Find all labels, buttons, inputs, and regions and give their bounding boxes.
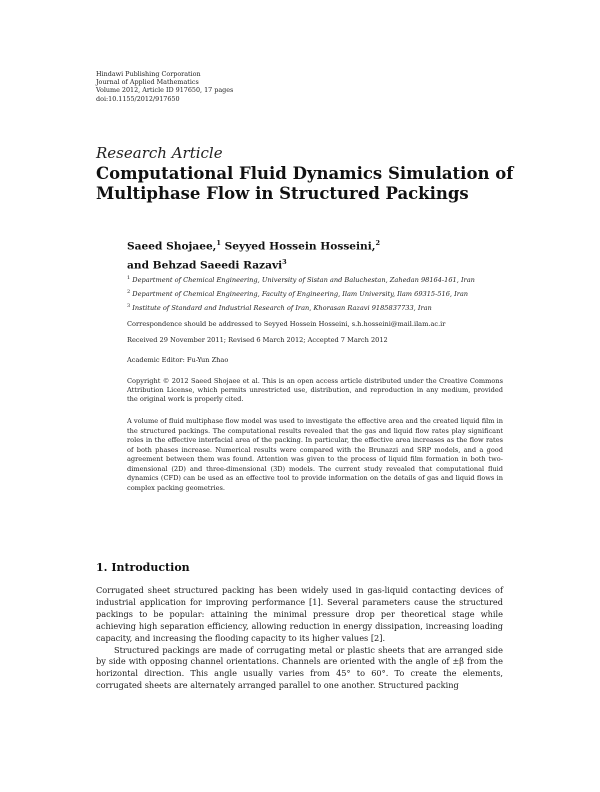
author-1: Saeed Shojaee, — [127, 240, 217, 253]
abstract: A volume of fluid multiphase flow model was used to investigate the effective area and the created liquid film in the structured packings. The computational results revealed that the gas and liquid flow rates play significant roles in the effective interfacial area of the packing. In particular, the effective area increases as the flow rates of both phases increase. Numerical results were compared with the Brunazzi and SRP models, and a good agreement between them was found. Attention was given to the process of liquid film formation in both two-dimensional (2D) and three-dimensional (3D) models. The current study revealed that computational fluid dynamics (CFD) can be used as an effective tool to provide information on the details of gas and liquid flows in complex packing geometries. — [127, 417, 503, 492]
affiliation-3-number: 3 — [127, 302, 131, 309]
affiliation-3-text: Institute of Standard and Industrial Research of Iran, Khorasan Razavi 9185837733, Iran — [132, 303, 432, 312]
author-3: and Behzad Saeedi Razavi — [127, 259, 283, 272]
author-2: Seyyed Hossein Hosseini, — [220, 240, 376, 253]
doi: doi:10.1155/2012/917650 — [96, 94, 180, 103]
affiliation-3 — [127, 301, 507, 315]
academic-editor: Academic Editor: Fu-Yun Zhao — [127, 356, 229, 364]
affiliation-1 — [127, 273, 507, 287]
author-2-affil: 2 — [375, 239, 381, 247]
journal-header — [96, 70, 233, 103]
correspondence: Correspondence should be addressed to Seyyed Hossein Hosseini, s.h.hosseini@mail.ilam.ac.ir — [127, 320, 446, 328]
section-heading-introduction: 1. Introduction — [96, 561, 190, 574]
paragraph: Corrugated sheet structured packing has been widely used in gas-liquid contacting devices of industrial application for improving performance [1]. Several parameters cause the structured packings to be popular: attaining the minimal pressure drop per theoretical stage while achieving high separation efficiency, allowing reduction in energy dissipation, increasing loading capacity, and increasing the flooding capacity to its higher values [2]. — [96, 585, 503, 643]
affiliations — [127, 273, 507, 314]
affiliation-2-number: 2 — [127, 288, 131, 295]
paper-title: Computational Fluid Dynamics Simulation of Multiphase Flow in Structured Packings — [96, 164, 514, 203]
received-dates: Received 29 November 2011; Revised 6 March 2012; Accepted 7 March 2012 — [127, 336, 388, 344]
author-1-affil: 1 — [216, 239, 221, 247]
introduction-body — [96, 585, 503, 692]
paragraph: Structured packings are made of corrugating metal or plastic sheets that are arranged side by side with opposing channel orientations. Channels are oriented with the angle of ±β from the horizontal direction. This angle usually varies from 45° to 60°. To create the elements, corrugated sheets are alternately arranged parallel to one another. Structured packing — [96, 644, 503, 691]
copyright-notice: Copyright © 2012 Saeed Shojaee et al. This is an open access article distributed under the Creative Commons Attribution License, which permits unrestricted use, distribution, and reproduction in any medium, provided the original work is properly cited. — [127, 377, 503, 404]
affiliation-2 — [127, 287, 507, 301]
publisher-name: Hindawi Publishing Corporation — [96, 70, 201, 78]
affiliation-2-text: Department of Chemical Engineering, Faculty of Engineering, Ilam University, Ilam 69315-516, Iran — [132, 289, 469, 298]
author-list — [127, 236, 507, 273]
journal-name: Journal of Applied Mathematics — [96, 78, 199, 87]
author-line-1 — [127, 236, 507, 255]
affiliation-1-number: 1 — [127, 275, 131, 281]
article-type: Research Article — [96, 144, 223, 162]
affiliation-1-text: Department of Chemical Engineering, University of Sistan and Baluchestan, Zahedan 98164-161, Iran — [132, 276, 475, 285]
author-line-2 — [127, 255, 507, 274]
author-3-affil: 3 — [282, 257, 287, 266]
volume-info: Volume 2012, Article ID 917650, 17 pages — [96, 86, 234, 95]
